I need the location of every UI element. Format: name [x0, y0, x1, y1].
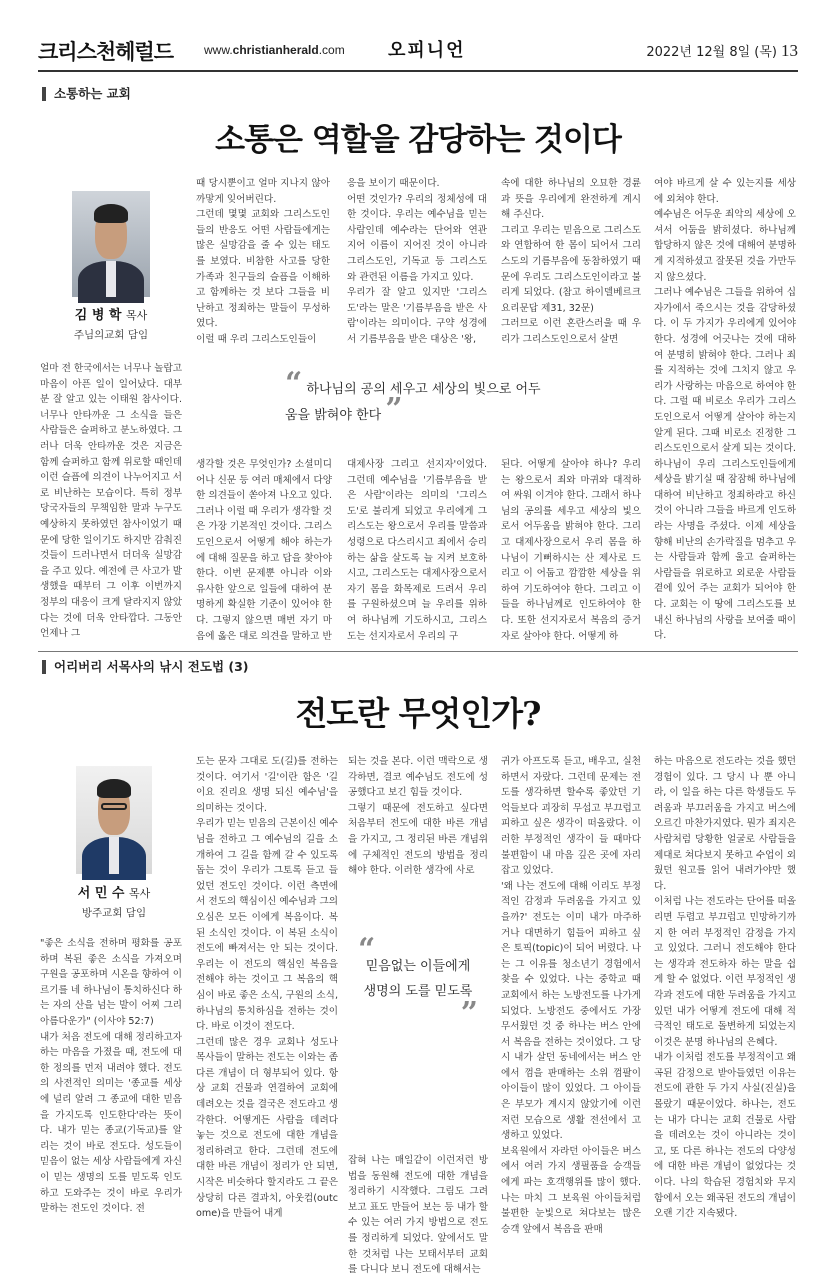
- article1-col3-bottom: 대제사장 그리고 선지자'이었다. 그런데 예수님을 '기름부음을 받은 사람'이라는 의미의 '그리스도'로 불리게 되었고 우리에게 그리스도는 왕으로서 우리를 말씀과 성령으로 다스리시고 죄에서 승리하는 삶을 살도록 늘 지켜 보호하시고, 그리스도는 대제사장으로서 자기 몸을 화목제로 드려서 우리를 구원하셨으며 늘 우리를 위하여 하나님께 기도하시고, 그리스도는 선지자로서 우리의 구: [347, 459, 487, 642]
- author1-church: 주님의교회 담임: [73, 329, 149, 341]
- article1-col4-top: 속에 대한 하나님의 오묘한 경륜과 뜻을 우리에게 완전하게 계시해 주신다. 그리고 우리는 믿음으로 그리스도와 연합하여 한 몸이 되어서 그리스도의 기름부음에 동참하였기 때문에 우리도 그리스도인이라고 불리게 되었다. (참고 하이델베르크 요리문답 제31, 32문) 그러므로 이런 혼란스러울 때 우리가 그리스도인으로서 살면: [501, 178, 641, 345]
- section-name: 오피니언: [388, 40, 466, 61]
- author1-photo: [72, 191, 150, 297]
- article2-col3-bottom: 잡혀 나는 매일같이 이런저런 방법을 동원해 전도에 대한 개념을 정리하기 시작했다. 그림도 그려보고 표도 만들어 보는 등 내가 할 수 있는 여러 가지 방법으로 전도를 정리하게 되었다. 앞에서도 말한 것처럼 나는 모태서부터 교회를 다니다 보니 전도에 대해서는: [348, 1155, 488, 1276]
- author1-title: 목사: [126, 309, 148, 322]
- author2-name: 서 민 수: [77, 886, 125, 901]
- open-quote-icon: “: [285, 366, 303, 401]
- article2-lead-text: "좋은 소식을 전하며 평화를 공포하며 복된 좋은 소식을 가져오며 구원을 공포하며 시온을 향하여 이르기를 네 하나님이 통치하신다 하는 자의 산을 넘는 발이 어찌 그리 아름다운가" (이사야 52:7) 내가 처음 전도에 대해 정리하고자 하는 마음을 가졌을 때, 전도에 대한 정의를 먼저 내려야 했다. 전도의 사전적인 의미는 '종교를 세상에 널리 알려 그 종교에 대한 믿음을 가지도록 인도한다'라는 뜻이다. 내가 믿는 종교(기독교)를 알리는 것이 바로 전도다. 성도들이 믿음이 없는 세상 사람들에게 자신이 믿는 생명의 도를 믿도록 인도하고 도와주는 것이 바로 우리가 말하는 전도인 것이다. 전: [40, 938, 182, 1215]
- author2-byline: [50, 882, 178, 920]
- page-number: 13: [781, 41, 798, 60]
- newspaper-logo: 크리스천헤럴드: [38, 40, 174, 64]
- article2-col2: 도는 문자 그대로 도(길)를 전하는 것이다. 여기서 '길'이란 함은 '길이요 진리요 생명 되신 예수님'을 의미하는 것이다. 우리가 믿는 믿음의 근본이신 예수님을 전하고 그 예수님의 길을 소개하여 그 길을 함께 갈 수 있도록 돕는 것이 우리가 그토록 듣고 들었던 전도인 것이다. 이런 측면에서 전도의 핵심이신 예수님과 그의 오심은 모든 이에게 복음이다. 복된 소식인 것이다. 이 복된 소식이 전도에 빠져서는 안 되는 것이다. 우리는 이 전도의 핵심인 복음을 전해야 하는 것이고 그 복음의 핵심이 바로 좋은 소식, 구원의 소식, 하나님의 통치하심을 전하는 것이다. 바로 이것이 전도다. 그런데 많은 경우 교회나 성도나 목사들이 말하는 전도는 이와는 좀 다른 개념이 더 형부되어 있다. 항상 교회 건물과 연결하여 교회에 데려오는 것을 결국은 전도라고 생각한다. 어떻게든 사람을 데려다 놓는 것으로 전도에 대한 개념을 정리하려고 한다. 그런데 전도에 대한 바른 개념이 정리가 안 되면, 시작은 비슷하다 할지라도 그 끝은 상당히 다른 결과치, 아웃컴(outcome)을 만들어 내게: [196, 756, 338, 1220]
- close-quote-icon-2: ”: [460, 996, 478, 1031]
- author2-church: 방주교회 담임: [81, 907, 147, 919]
- issue-date: 2022년 12월 8일 (목) 13: [646, 41, 798, 60]
- article1-col2-bottom: 생각할 것은 무엇인가? 소셜미디어나 신문 등 여러 매체에서 다양한 의견들이 쏟아져 나오고 있다. 그러나 이럴 때 우리가 생각할 것은 가장 기본적인 것이다. 그리스도인으로서 어떻게 해야 하는가에 대해 질문을 하고 답을 찾아야 한다. 이번 문제뿐 아니라 이와 유사한 앞으로 일들에 대하여 분명하게 확실한 기준이 있어야 한다. 그렇지 않으면 매번 자기 마음에 옳은 대로 의견을 말하고 반: [196, 459, 332, 642]
- author1-byline: [50, 304, 172, 342]
- article1-title: 소통은 역할을 감당하는 것이다: [215, 122, 621, 158]
- website-url: www.christianherald.com: [204, 43, 345, 57]
- article1-col2-top: 때 당시뿐이고 얼마 지나지 않아 까맣게 잊어버린다. 그런데 몇몇 교회와 그리스도인들의 반응도 어떤 사람들에게는 많은 실망감을 줄 수 있는 태도를 보였다. 비참한 사고를 당한 가족과 친구들의 슬픔을 이해하고 함께하는 것 보다 그들을 비난하고 정죄하는 말들이 무성하였다. 이럴 때 우리 그리스도인들이: [196, 178, 330, 345]
- author1-name: 김 병 학: [74, 308, 122, 323]
- article1-lead-text: 얼마 전 한국에서는 너무나 놀랍고 마음이 아픈 일이 일어났다. 대부분 잘 알고 있는 이태원 참사이다. 너무나 안타까운 그 소식을 들은 사람들은 슬퍼하고 분노하였다. 그러나 더욱 안타까운 것은 지금은 함께 슬퍼하고 함께 위로할 때인데 이런 슬픔에 의견이 나누어지고 서로 비난하는 모습이다. 특히 정부 당국자들의 무책임한 말과 누구도 예상하지 못하였던 참사이었기 때문에 당한 일이기도 하지만 감춰진 것들이 드러나면서 더더욱 실망감을 주고 있다. 예전에 큰 사고가 발생했을 때부터 그 이후 이번까지 정부의 대응이 크게 달라지지 않았다는 것에 더욱 안타깝다. 그동안 언제나 그: [40, 363, 182, 640]
- section-divider: [38, 651, 798, 652]
- article1-quote-text: 하나님의 공의 세우고 세상의 빛으로 어두움을 밝혀야 한다: [285, 382, 541, 423]
- article1-col3-top: 응을 보이기 때문이다. 어떤 것인가? 우리의 정체성에 대한 것이다. 우리는 예수님을 믿는 사람인데 예수라는 단어와 연관 지어 이름이 지어진 것이 아니라 그리스도인, 기독교 등 그리스도와 관련된 이름을 가지고 있다. 우리가 잘 알고 있지만 '그리스도'라는 말은 '기름부음을 받은 사람'이라는 의미이다. 구약 성경에서 기름부음을 받은 대상은 '왕,: [347, 178, 487, 345]
- masthead-rule: [38, 70, 798, 72]
- article1-col4-bottom: 된다. 어떻게 살아야 하나? 우리는 왕으로서 죄와 마귀와 대적하여 싸워 이겨야 한다. 그래서 하나님의 공의를 세우고 세상의 빛으로서 어두움을 밝혀야 한다. 그리고 대제사장으로서 우리 몸을 하나님이 기뻐하시는 산 제사로 드리고 이 어둡고 깜깜한 세상을 위하여 기도하여야 한다. 그리고 이들을 하나님께로 인도하여야 한다. 또한 선지자로서 복음의 증거 자로 살아야 한다. 어떻게 하: [501, 459, 641, 642]
- article2-col4: 귀가 아프도록 듣고, 배우고, 실천하면서 자랐다. 그런데 문제는 전도를 생각하면 할수록 좋았던 기억들보다 괴장히 무섭고 부끄럽고 피하고 싶은 생각이 떠올랐다. 이러한 부정적인 생각이 들 때마다 불편함이 내 마음 깊은 곳에 자리 잡고 있었다. '왜 나는 전도에 대해 이리도 부정적인 감정과 두려움을 가지고 있을까?' 전도는 이미 내가 마주하거나 대면하기 힘들어 피하고 싶은 토픽(topic)이 되어 버렸다. 나는 그 이유를 청소년기 경험에서 찾을 수 있었다. 나는 중학교 때 교회에서 하는 노방전도를 나가게 되었다. 노방전도 중에서도 가장 무서웠던 것 중 하나는 버스 안에서 복음을 전하는 것이었다. 그 당시 내가 살던 동네에서는 버스 안에서 껌을 판매하는 소위 껌팔이 아이들이 많이 있었다. 그 아이들은 부모가 계시지 않았기에 이런저런 모습으로 생활 전선에서 고생하고 있었다. 보육원에서 자라던 아이들은 버스에서 여러 가지 생필품을 승객들에게 파는 호객행위를 많이 했다. 나는 마치 그 보육원 아이들처럼 불편한 눈빛으로 쳐다보는 많은 승객 앞에서 복음을 판매: [501, 756, 641, 1235]
- article2-quote-text: 믿음없는 이들에게 생명의 도를 믿도록: [363, 959, 473, 999]
- article1-col5: 여야 바르게 살 수 있는지를 세상에 외쳐야 한다. 예수님은 어두운 죄악의 세상에 오셔서 어둠을 밝히셨다. 하나님께 합당하지 않은 것에 대해여 분명하게 지적하셨고 잘못된 것을 가만두지 않으셨다. 그러나 예수님은 그들을 위하여 십자가에서 죽으시는 것을 감당하셨다. 이 두 가지가 우리에게 있어야 한다. 성경에 어긋나는 것에 대하여 분명히 밝혀야 한다. 그러나 죄를 지적하는 것에 그치지 않고 우리가 사랑하는 마음으로 하여야 한다. 그럴 때 비로소 우리가 그리스도인으로서 어떻게 살아야 하는지 알게 된다. 그때 비로소 진정한 그리스도인으로서 살게 되는 것이다. 하나님이 우리 그리스도인들에게 세상을 밝기실 때 잠잠해 하나님에 대하여 비난하고 정죄하라고 하신 것이 아니라 그들을 바르게 인도하라는 사명을 주셨다. 이제 세상을 향해 비난의 손가락질을 멈추고 우는 사람들과 함께 울고 슬퍼하는 사람들을 위로하고 외로운 사람들 곁에 있어 주는 교회가 되어야 한다. 교회는 이 땅에 그리스도를 보내신 하나님의 사랑을 보여줄 때이다.: [654, 178, 796, 642]
- article2-col3-top: 되는 것을 본다. 이런 맥락으로 생각하면, 결코 예수님도 전도에 성공했다고 보긴 힘들 것이다. 그렇기 때문에 전도하고 싶다면 처음부터 전도에 대한 바른 개념을 가지고, 그 정리된 바른 개념위에 구체적인 전도의 방법을 정리해야 한다. 이러한 생각에 사로: [348, 756, 488, 877]
- author2-title: 목사: [129, 887, 151, 900]
- open-quote-icon-2: “: [358, 932, 376, 967]
- author2-photo: [76, 766, 152, 874]
- close-quote-icon: ”: [385, 392, 403, 427]
- article2-col5: 하는 마음으로 전도라는 것을 했던 경험이 있다. 그 당시 나 뿐 아니라, 이 일을 하는 다른 학생들도 두려움과 부끄러움을 가지고 버스에 오르긴 마찬가지였다. 뭔가 죄지은 사람처럼 당황한 얼굴로 사람들을 제대로 쳐다보지 못하고 수업이 외웠던 원고를 읽어 내려가야만 했다. 이처럼 나는 전도라는 단어를 떠올리면 두렵고 부끄럽고 민망하기까지 한 여러 부정적인 감정을 가지고 있었다. 그러니 전도해야 한다는 생각과 전도하자 하는 말을 쉽게 할 수 없었다. 이런 부정적인 생각과 전도에 대한 두려움을 가지고 있던 내가 어떻게 전도에 대해 적극적인 태도로 돌변하게 되었는지 이것은 분명 하나님의 은혜다. 내가 이처럼 전도를 부정적이고 왜곡된 감정으로 받아들였던 이유는 전도에 관한 두 가지 사실(진실)을 몰랐기 때문이었다. 하나는, 전도는 내가 다니는 교회 건물로 사람을 데려오는 것이 아니라는 것이고, 또 다른 하나는 전도의 다양성에 대한 바른 개념이 없었다는 것이다. 나의 학습된 경험치와 무지함에서 오는 왜곡된 전도의 개념이 오랜 기간 지속됐다.: [654, 756, 796, 1220]
- article2-rubric: 어리버리 서목사의 낚시 전도법 (3): [42, 660, 249, 674]
- article1-rubric: 소통하는 교회: [42, 87, 131, 101]
- article2-pull-quote: [358, 932, 478, 1031]
- masthead: [38, 36, 798, 66]
- article1-pull-quote: [285, 366, 545, 427]
- article2-title: 전도란 무엇인가?: [295, 694, 541, 733]
